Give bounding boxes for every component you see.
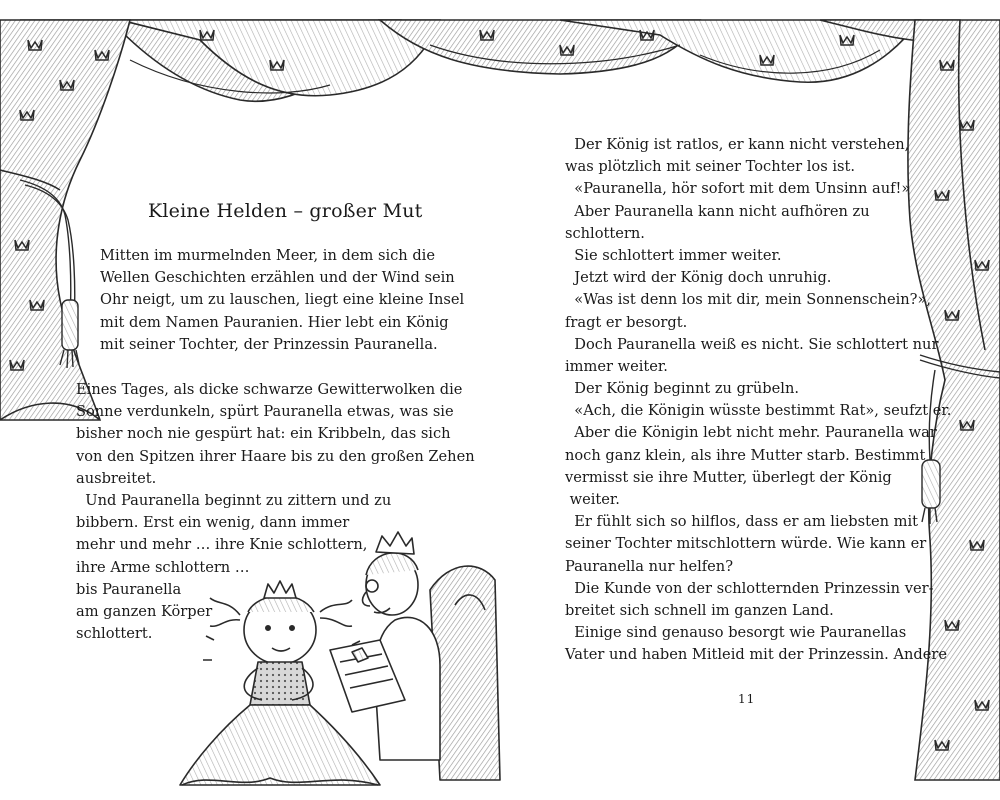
text-line: ihre Arme schlottern … <box>76 558 250 576</box>
text-line: breitet sich schnell im ganzen Land. <box>565 601 834 619</box>
text-line: am ganzen Körper <box>76 602 213 620</box>
text-line: Jetzt wird der König doch unruhig. <box>565 269 832 287</box>
page-number: 11 <box>738 692 756 706</box>
text-line: bis Pauranella <box>76 580 182 598</box>
text-line: von den Spitzen ihrer Haare bis zu den großen Zehen <box>76 447 475 465</box>
right-page-text <box>565 134 951 667</box>
story-paragraph <box>76 379 475 645</box>
text-line: fragt er besorgt. <box>565 313 688 331</box>
text-line: weiter. <box>565 491 620 508</box>
text-line: mit seiner Tochter, der Prinzessin Pauranella. <box>100 335 438 353</box>
text-line: Aber die Königin lebt nicht mehr. Pauranella war <box>565 424 937 442</box>
text-line: noch ganz klein, als ihre Mutter starb. Bestimmt <box>565 446 926 464</box>
chapter-title: Kleine Helden – großer Mut <box>148 200 423 222</box>
text-line: Sonne verdunkeln, spürt Pauranella etwas, was sie <box>76 403 454 421</box>
text-line: bisher noch nie gespürt hat: ein Kribbeln, das sich <box>76 425 451 443</box>
text-line: Aber Pauranella kann nicht aufhören zu <box>565 202 870 220</box>
valance <box>20 20 960 101</box>
text-line: «Was ist denn los mit dir, mein Sonnenschein?», <box>565 291 932 309</box>
text-line: mit dem Namen Pauranien. Hier lebt ein König <box>100 313 449 331</box>
text-line: seiner Tochter mitschlottern würde. Wie kann er <box>565 535 927 553</box>
text-line: Sie schlottert immer weiter. <box>565 246 782 264</box>
text-line: Eines Tages, als dicke schwarze Gewitterwolken die <box>76 381 463 398</box>
text-line: Vater und haben Mitleid mit der Prinzessin. Andere <box>565 646 947 664</box>
text-line: Mitten im murmelnden Meer, in dem sich die <box>100 247 435 264</box>
text-line: Pauranella nur helfen? <box>565 557 734 575</box>
text-line: Und Pauranella beginnt zu zittern und zu <box>76 491 392 509</box>
text-line: Wellen Geschichten erzählen und der Wind sein <box>100 269 455 287</box>
text-line: schlottert. <box>76 625 153 643</box>
text-line: vermisst sie ihre Mutter, überlegt der König <box>565 468 892 486</box>
left-curtain <box>0 20 130 420</box>
text-line: Doch Pauranella weiß es nicht. Sie schlottert nur <box>565 335 939 353</box>
text-line: bibbern. Erst ein wenig, dann immer <box>76 514 350 532</box>
text-line: Er fühlt sich so hilflos, dass er am liebsten mit <box>565 513 919 531</box>
text-line: «Ach, die Königin wüsste bestimmt Rat», seufzt er. <box>565 402 952 420</box>
text-line: Einige sind genauso besorgt wie Pauranellas <box>565 624 907 642</box>
text-line: Ohr neigt, um zu lauschen, liegt eine kleine Insel <box>100 291 465 309</box>
text-line: was plötzlich mit seiner Tochter los ist. <box>565 158 855 176</box>
text-line: immer weiter. <box>565 357 668 375</box>
intro-paragraph <box>100 245 464 356</box>
text-line: ausbreitet. <box>76 469 157 487</box>
text-line: mehr und mehr … ihre Knie schlottern, <box>76 536 368 554</box>
text-line: Der König ist ratlos, er kann nicht verstehen, <box>565 136 910 153</box>
text-line: «Pauranella, hör sofort mit dem Unsinn auf!» <box>565 180 911 198</box>
text-line: Der König beginnt zu grübeln. <box>565 380 799 398</box>
text-line: Die Kunde von der schlotternden Prinzessin ver- <box>565 579 934 597</box>
text-line: schlottern. <box>565 224 645 242</box>
